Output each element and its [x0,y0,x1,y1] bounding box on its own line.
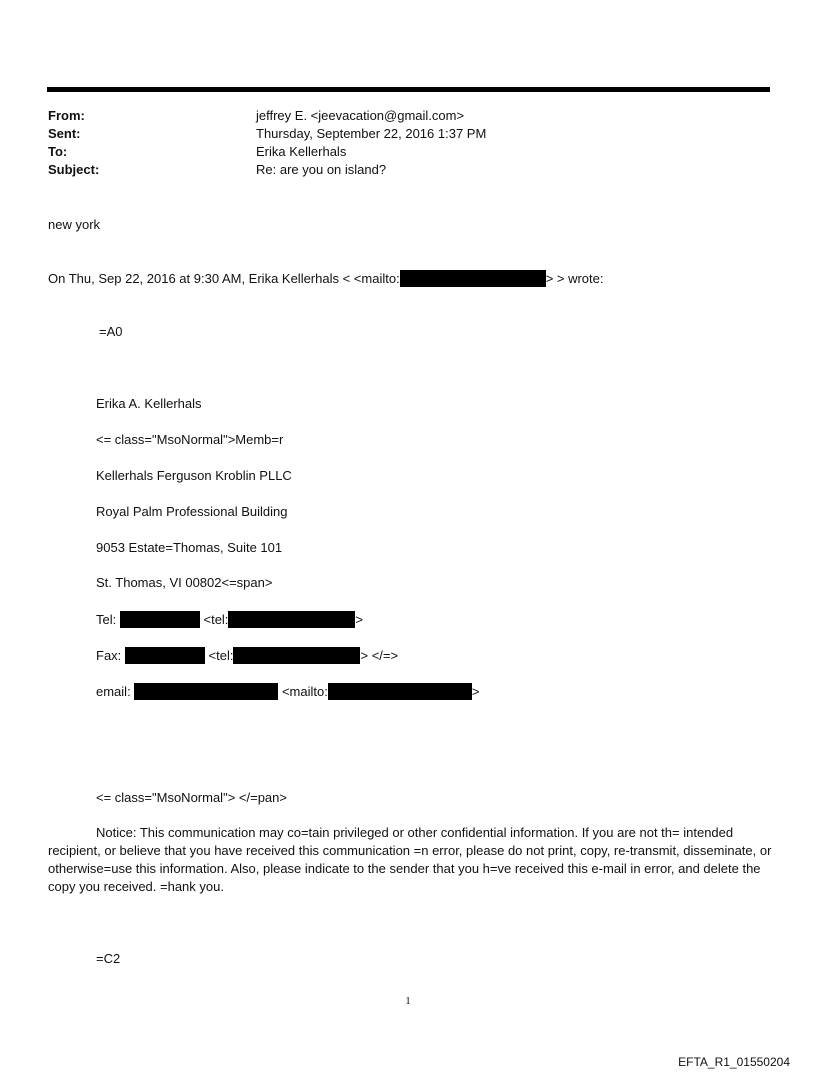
tel-mid: <tel: [203,612,229,627]
signature-name: Erika A. Kellerhals [96,396,202,411]
sent-label: Sent: [48,126,81,141]
tel-end: > [355,612,364,627]
email-mid: <mailto: [281,684,328,699]
a0-text: =A0 [99,324,123,339]
quote-intro [48,270,604,287]
confidentiality-notice: Notice: This communication may co=tain privileged or other confidential information. If you are not th= intended recipient, or believe that you have received this communication =n error, please do not print, copy, re-transmit, disseminate, or otherwise=use this information. Also, please indicate to the sender that you h=ve received this e-mail in error, and delete the copy you received. =hank you. [48,825,772,894]
fax-mid: <tel: [208,648,234,663]
redaction-block [120,611,200,628]
redaction-block [400,270,546,287]
header-rule [47,87,770,92]
reply-text: new york [48,217,101,232]
c2-text: =C2 [96,951,121,966]
fax-line [96,647,398,664]
email-line [96,683,479,700]
subject-value: Re: are you on island? [256,162,387,177]
subject-label: Subject: [48,162,100,177]
from-label: From: [48,108,85,123]
msonormal-text: <= class="MsoNormal"> </=pan> [96,790,287,805]
quote-intro-prefix: On Thu, Sep 22, 2016 at 9:30 AM, Erika Kellerhals < <mailto: [48,271,400,286]
redaction-block [125,647,205,664]
signature-member: <= class="MsoNormal">Memb=r [96,432,284,447]
document-id: EFTA_R1_01550204 [678,1055,790,1069]
to-label: To: [48,144,68,159]
signature-firm: Kellerhals Ferguson Kroblin PLLC [96,468,292,483]
redaction-block [328,683,472,700]
fax-label: Fax: [96,648,122,663]
fax-end: > </=> [360,648,399,663]
tel-line [96,611,363,628]
redaction-block [228,611,355,628]
redaction-block [233,647,360,664]
from-value: jeffrey E. <jeevacation@gmail.com> [256,108,465,123]
signature-street: 9053 Estate=Thomas, Suite 101 [96,540,283,555]
signature-city: St. Thomas, VI 00802<=span> [96,575,273,590]
quote-intro-suffix: > > wrote: [545,271,604,286]
sent-value: Thursday, September 22, 2016 1:37 PM [256,126,487,141]
email-end: > [471,684,480,699]
redaction-block [134,683,278,700]
page-number: 1 [405,995,411,1007]
signature-building: Royal Palm Professional Building [96,504,288,519]
tel-label: Tel: [96,612,117,627]
to-value: Erika Kellerhals [256,144,347,159]
email-label: email: [96,684,131,699]
